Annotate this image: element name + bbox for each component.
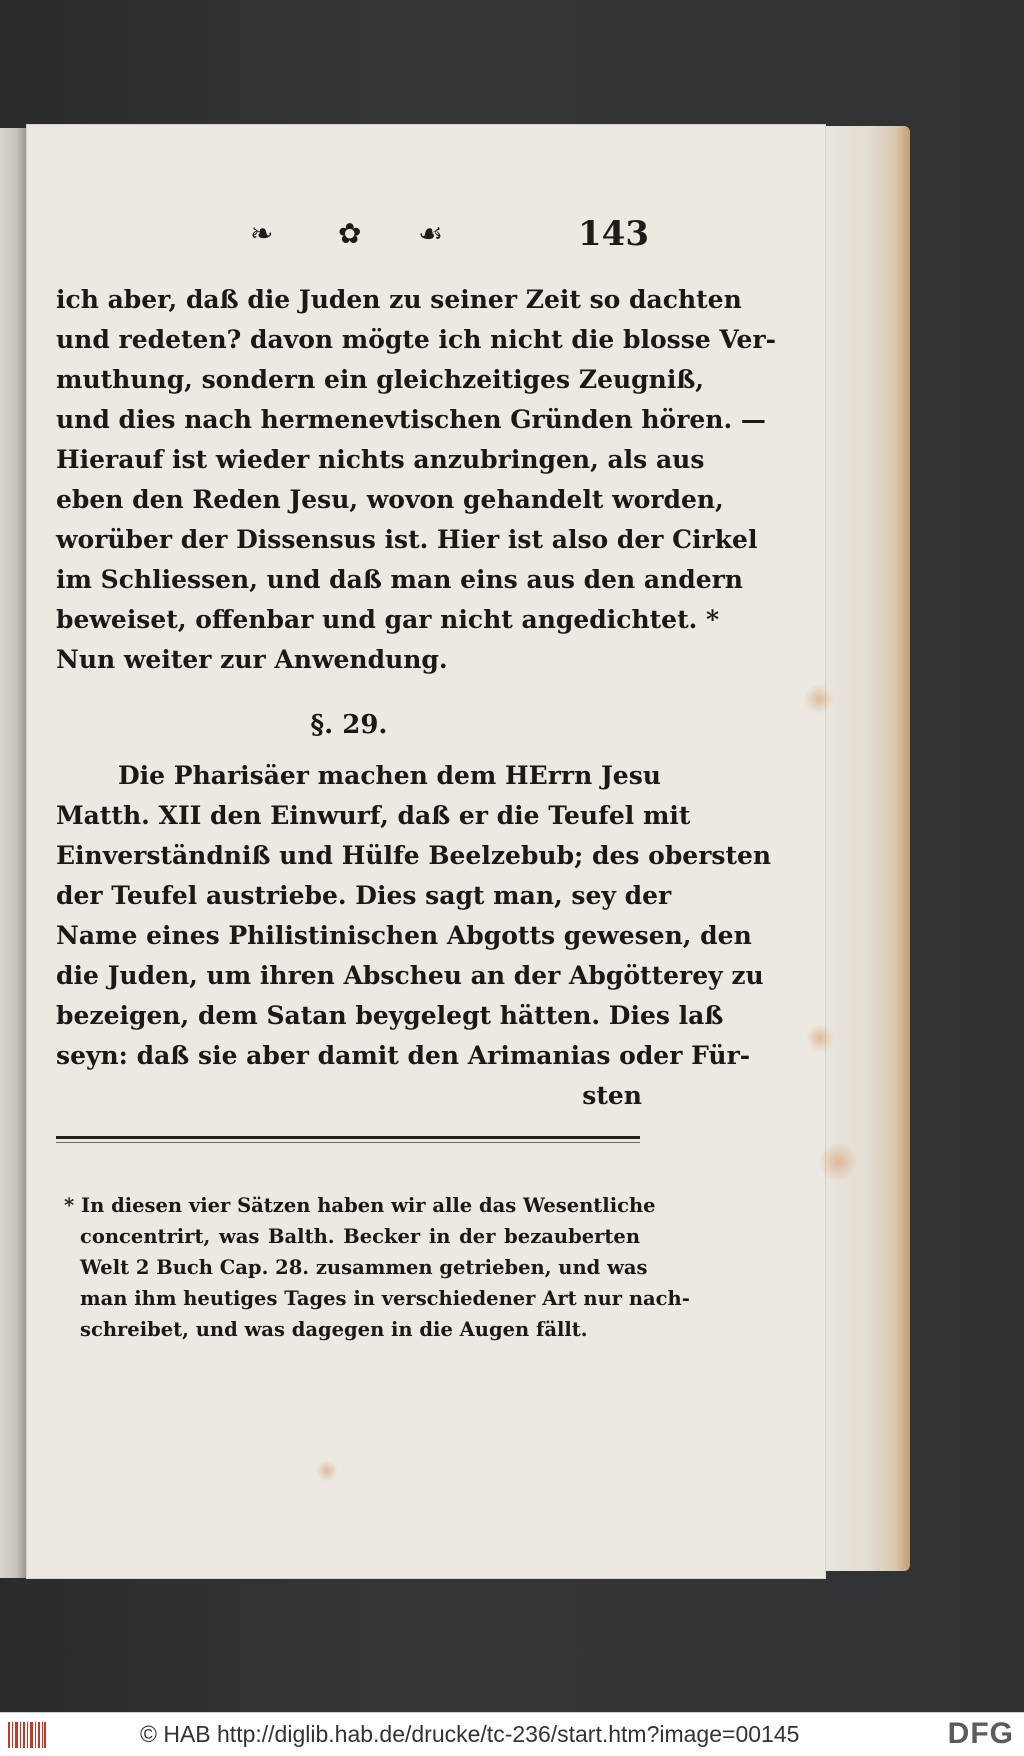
fleuron-icon: ❧: [250, 217, 274, 250]
copyright-link[interactable]: © HAB http://diglib.hab.de/drucke/tc-236/start.htm?image=00145: [140, 1721, 800, 1747]
text-line: Nun weiter zur Anwendung.: [56, 645, 448, 674]
text-line: im Schliessen, und daß man eins aus den andern: [56, 565, 743, 594]
text-line: seyn: daß sie aber damit den Arimanias oder Für-: [56, 1041, 751, 1070]
fleuron-icon: ☙: [418, 217, 444, 250]
text-line: die Juden, um ihren Abscheu an der Abgötterey zu: [56, 961, 764, 990]
footnote-line: schreibet, und was dagegen in die Augen fällt.: [80, 1318, 588, 1341]
text-line: muthung, sondern ein gleichzeitiges Zeugniß,: [56, 365, 705, 394]
footnote-rule-thin: [56, 1142, 640, 1143]
text-line: Matth. XII den Einwurf, daß er die Teufel mit: [56, 801, 691, 830]
text-line: Einverständniß und Hülfe Beelzebub; des obersten: [56, 841, 772, 870]
footnote-rule: [56, 1136, 640, 1139]
foxing-spot: [804, 684, 834, 714]
rosette-icon: ✿: [338, 217, 362, 250]
text-line: eben den Reden Jesu, wovon gehandelt worden,: [56, 485, 724, 514]
footnote: [64, 1190, 690, 1345]
text-line: ich aber, daß die Juden zu seiner Zeit so dachten: [56, 285, 742, 314]
viewer-footer: [0, 1712, 1024, 1756]
page-edge-stack: [820, 126, 910, 1571]
text-line: Hierauf ist wieder nichts anzubringen, als aus: [56, 445, 705, 474]
main-text: [56, 280, 776, 680]
text-line: der Teufel austriebe. Dies sagt man, sey der: [56, 881, 672, 910]
page-number: 143: [578, 214, 649, 254]
text-line: beweiset, offenbar und gar nicht angedichtet. *: [56, 605, 720, 634]
foxing-spot: [316, 1460, 338, 1482]
footnote-line: man ihm heutiges Tages in verschiedener Art nur nach-: [80, 1287, 690, 1310]
text-line: und dies nach hermenevtischen Gründen hören. —: [56, 405, 766, 434]
text-line: Name eines Philistinischen Abgotts gewesen, den: [56, 921, 752, 950]
footnote-line: concentrirt, was Balth. Becker in der bezauberten: [80, 1225, 640, 1248]
text-line: bezeigen, dem Satan beygelegt hätten. Dies laß: [56, 1001, 724, 1030]
dfg-logo: DFG: [947, 1717, 1014, 1750]
text-line: worüber der Dissensus ist. Hier ist also der Cirkel: [56, 525, 758, 554]
foxing-spot: [818, 1142, 858, 1182]
section-text: [56, 756, 772, 1116]
section-heading: §. 29.: [310, 710, 388, 740]
barcode-icon: [8, 1722, 46, 1748]
catchword: sten: [582, 1081, 642, 1110]
text-line: und redeten? davon mögte ich nicht die blosse Ver-: [56, 325, 776, 354]
running-head-ornaments: [250, 214, 470, 254]
text-line: Die Pharisäer machen dem HErrn Jesu: [118, 761, 661, 790]
footnote-line: * In diesen vier Sätzen haben wir alle das Wesentliche: [64, 1194, 656, 1217]
previous-page-edge: [0, 128, 26, 1578]
footnote-line: Welt 2 Buch Cap. 28. zusammen getrieben, und was: [80, 1256, 648, 1279]
foxing-spot: [806, 1024, 834, 1052]
